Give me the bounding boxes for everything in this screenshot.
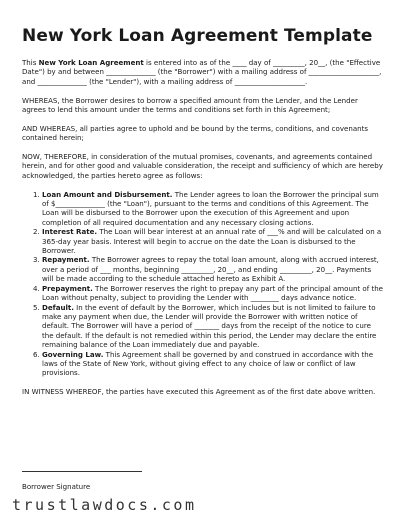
term-text: The Lender agrees to loan the Borrower the principal sum of $______________ (the "Loan"), pursuant to the terms and conditions of this Agreement. The Loan will be disbursed to the Borrower upon the execution of this Agreement and upon completion of all required documentation and any necessary closing actions. — [42, 189, 379, 227]
borrower-signature-line — [22, 471, 142, 472]
intro-doc-name: New York Loan Agreement — [38, 58, 144, 67]
document-title: New York Loan Agreement Template — [22, 26, 373, 46]
term-heading: Governing Law. — [42, 349, 104, 359]
term-item-repayment — [42, 255, 383, 283]
term-item-interest-rate — [42, 227, 383, 255]
term-item-loan-amount — [42, 190, 383, 228]
intro-pre: This — [22, 58, 39, 67]
term-heading: Prepayment. — [42, 283, 93, 293]
borrower-signature-label: Borrower Signature — [22, 482, 91, 491]
term-text: In the event of default by the Borrower, which includes but is not limited to failure to make any payment when due, the Lender will provide the Borrower with written notice of default. The Borrower will have a period of _______ days from the receipt of the notice to cure the default. If the default is not remedied within this period, the Lender may declare the entire remaining balance of the Loan immediately due and payable. — [42, 302, 377, 350]
term-heading: Default. — [42, 302, 74, 312]
term-text: The Loan will bear interest at an annual rate of ___% and will be calculated on a 365-day year basis. Interest will begin to accrue on the date the Loan is disbursed to the Borrower. — [42, 227, 382, 256]
witness-paragraph: IN WITNESS WHEREOF, the parties have executed this Agreement as of the first date above written. — [22, 387, 376, 397]
term-heading: Loan Amount and Disbursement. — [42, 189, 173, 199]
whereas-paragraph-1: WHEREAS, the Borrower desires to borrow a specified amount from the Lender, and the Lender agrees to lend this amount under the terms and conditions set forth in this Agreement; — [22, 95, 358, 115]
whereas-paragraph-2: AND WHEREAS, all parties agree to uphold and be bound by the terms, conditions, and covenants contained herein; — [22, 123, 369, 143]
term-text: The Borrower reserves the right to prepay any part of the principal amount of the Loan without penalty, subject to providing the Lender with ________ days advance notice. — [42, 283, 384, 303]
intro-paragraph — [22, 58, 383, 86]
term-heading: Interest Rate. — [42, 227, 98, 237]
now-therefore-paragraph: NOW, THEREFORE, in consideration of the mutual promises, covenants, and agreements contained herein, and for other good and valuable consideration, the receipt and sufficiency of which are hereby acknowledged, the parties hereto agree as follows: — [22, 152, 383, 180]
document-body — [22, 58, 383, 406]
footer-watermark: trustlawdocs.com — [12, 496, 197, 514]
term-item-default — [42, 303, 383, 350]
term-text: This Agreement shall be governed by and construed in accordance with the laws of the State of New York, without giving effect to any choice of law or conflict of law provisions. — [42, 349, 374, 378]
term-item-governing-law — [42, 350, 383, 378]
terms-list — [22, 190, 383, 378]
term-item-prepayment — [42, 284, 383, 303]
term-text: The Borrower agrees to repay the total loan amount, along with accrued interest, over a period of ___ months, beginning _________, 20__, and ending _________, 20__. Payments will be made according to the schedule attached hereto as Exhibit A. — [42, 255, 379, 284]
intro-post: is entered into as of the ____ day of _________, 20__, (the "Effective Date") by and between ______________ (the "Borrower") with a mailing address of ____________________, and ______________ (the "Lender"), with a mailing address of ____________________. — [22, 58, 382, 86]
term-heading: Repayment. — [42, 255, 90, 265]
